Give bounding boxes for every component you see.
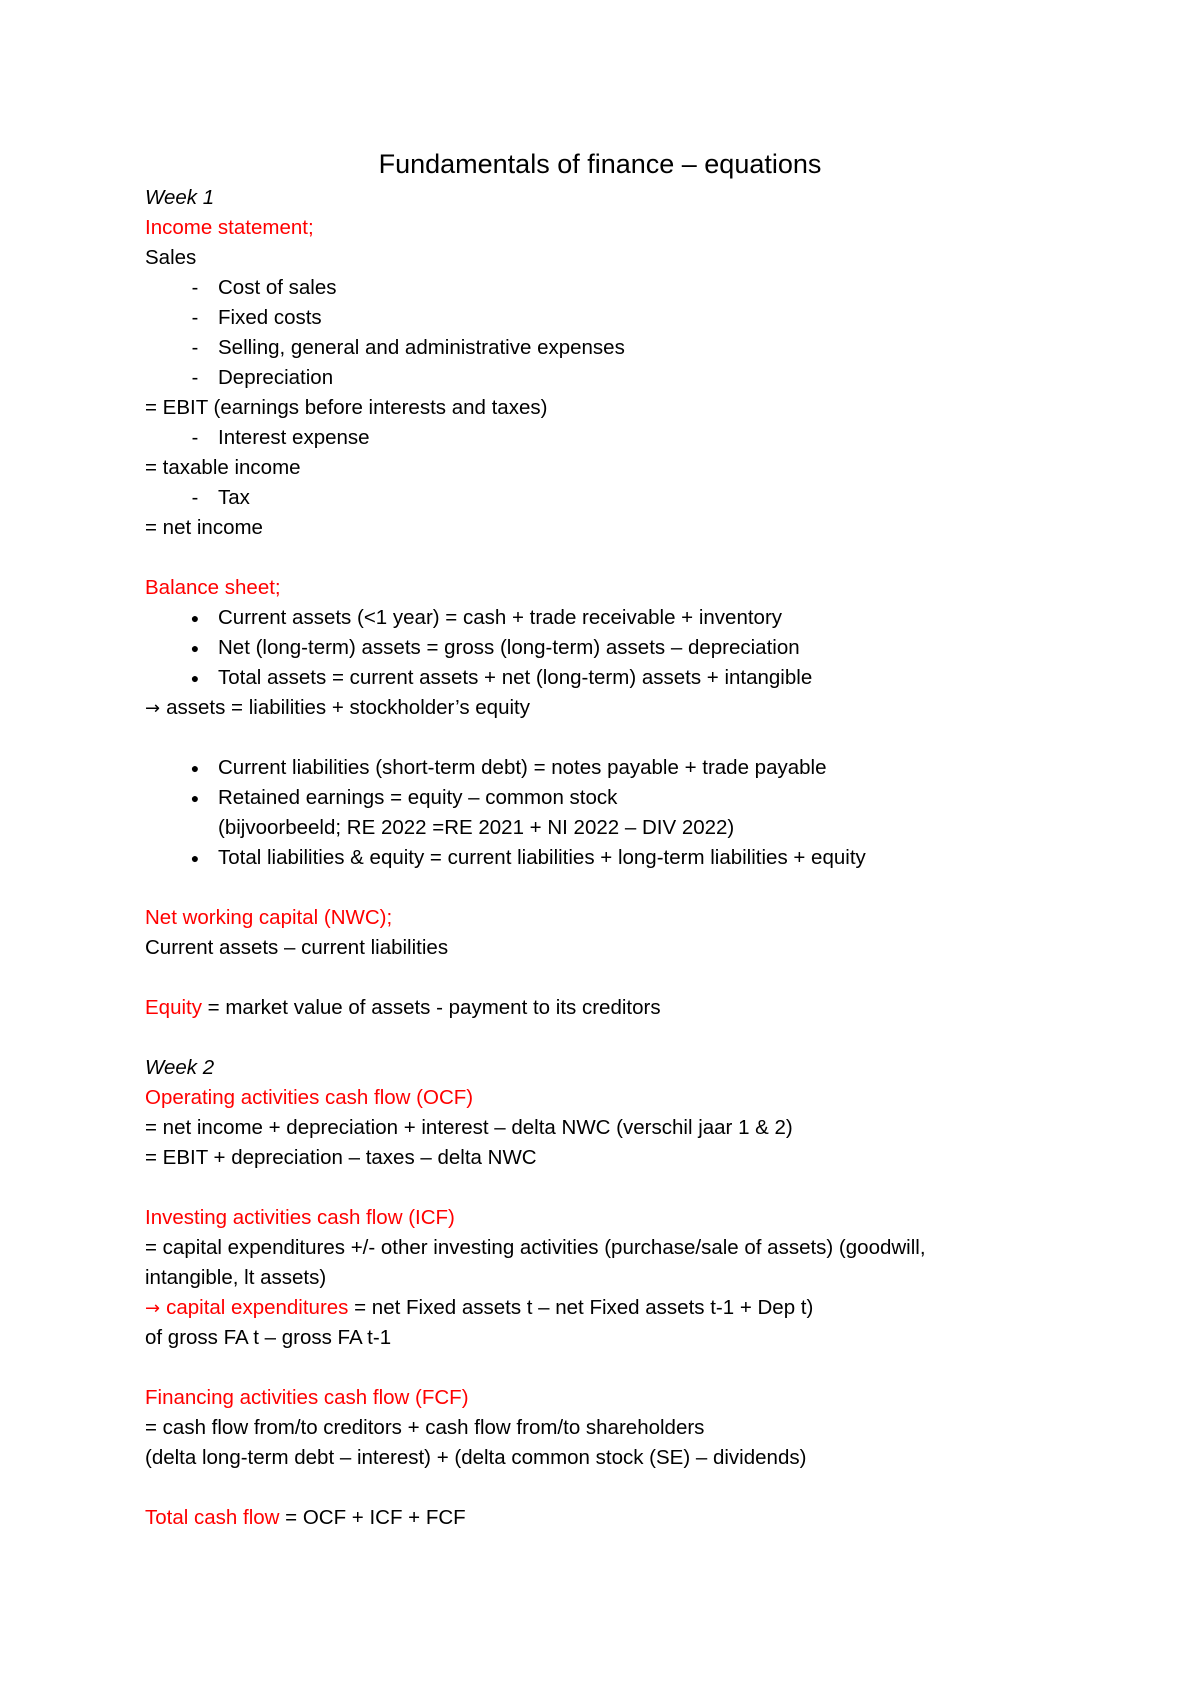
- nwc-formula: Current assets – current liabilities: [145, 936, 449, 959]
- icf-formula-1: = capital expenditures +/- other investing activities (purchase/sale of assets) (goodwill,: [145, 1236, 926, 1259]
- total-cash-flow-line: [145, 1503, 466, 1533]
- equity-label: Equity: [145, 996, 202, 1019]
- liability-item: Retained earnings = equity – common stock: [218, 786, 618, 809]
- dash-marker: -: [191, 427, 199, 449]
- income-item: Depreciation: [218, 366, 334, 389]
- income-statement-heading: Income statement;: [145, 216, 314, 239]
- bullet-marker: ●: [190, 640, 200, 656]
- nwc-heading: Net working capital (NWC);: [145, 906, 393, 929]
- taxable-income-line: = taxable income: [145, 456, 301, 479]
- dash-marker: -: [191, 487, 199, 509]
- capex-label: capital expenditures: [166, 1296, 349, 1319]
- fcf-heading: Financing activities cash flow (FCF): [145, 1386, 469, 1409]
- bullet-marker: ●: [190, 850, 200, 866]
- bullet-marker: ●: [190, 790, 200, 806]
- bullet-marker: ●: [190, 670, 200, 686]
- week-2-label: Week 2: [145, 1056, 215, 1079]
- dash-marker: -: [191, 367, 199, 389]
- icf-heading: Investing activities cash flow (ICF): [145, 1206, 455, 1229]
- total-cash-flow-label: Total cash flow: [145, 1506, 280, 1529]
- gross-fa-line: of gross FA t – gross FA t-1: [145, 1326, 392, 1349]
- income-item: Fixed costs: [218, 306, 322, 329]
- tax-line: Tax: [218, 486, 250, 509]
- icf-formula-2: intangible, lt assets): [145, 1266, 327, 1289]
- dash-marker: -: [191, 307, 199, 329]
- equity-line: [145, 993, 661, 1023]
- equity-formula: = market value of assets - payment to its creditors: [201, 996, 661, 1019]
- income-item: Selling, general and administrative expenses: [218, 336, 625, 359]
- capex-formula: = net Fixed assets t – net Fixed assets t-1 + Dep t): [348, 1296, 814, 1319]
- retained-earnings-example: (bijvoorbeeld; RE 2022 =RE 2021 + NI 2022 – DIV 2022): [218, 816, 735, 839]
- net-income-line: = net income: [145, 516, 263, 539]
- arrow-right-icon: →: [145, 1298, 161, 1319]
- page-title: Fundamentals of finance – equations: [378, 149, 822, 179]
- fcf-formula-1: = cash flow from/to creditors + cash flow from/to shareholders: [145, 1416, 705, 1439]
- interest-expense-line: Interest expense: [218, 426, 370, 449]
- asset-item: Current assets (<1 year) = cash + trade receivable + inventory: [218, 606, 783, 629]
- week-1-label: Week 1: [145, 186, 215, 209]
- bullet-marker: ●: [190, 610, 200, 626]
- dash-marker: -: [191, 337, 199, 359]
- income-item: Cost of sales: [218, 276, 337, 299]
- dash-marker: -: [191, 277, 199, 299]
- asset-item: Total assets = current assets + net (long-term) assets + intangible: [218, 666, 813, 689]
- balance-sheet-heading: Balance sheet;: [145, 576, 281, 599]
- fcf-formula-2: (delta long-term debt – interest) + (delta common stock (SE) – dividends): [145, 1446, 807, 1469]
- accounting-identity-line: → assets = liabilities + stockholder’s equity: [145, 696, 530, 719]
- capex-line: [145, 1293, 813, 1323]
- liability-item: Total liabilities & equity = current liabilities + long-term liabilities + equity: [218, 846, 866, 869]
- total-cash-flow-formula: = OCF + ICF + FCF: [279, 1506, 466, 1529]
- ocf-heading: Operating activities cash flow (OCF): [145, 1086, 474, 1109]
- ebit-line: = EBIT (earnings before interests and taxes): [145, 396, 548, 419]
- ocf-formula-1: = net income + depreciation + interest – delta NWC (verschil jaar 1 & 2): [145, 1116, 793, 1139]
- bullet-marker: ●: [190, 760, 200, 776]
- asset-item: Net (long-term) assets = gross (long-term) assets – depreciation: [218, 636, 800, 659]
- liability-item: Current liabilities (short-term debt) = notes payable + trade payable: [218, 756, 827, 779]
- ocf-formula-2: = EBIT + depreciation – taxes – delta NWC: [145, 1146, 537, 1169]
- arrow-right-icon: →: [145, 698, 161, 719]
- sales-line: Sales: [145, 246, 197, 269]
